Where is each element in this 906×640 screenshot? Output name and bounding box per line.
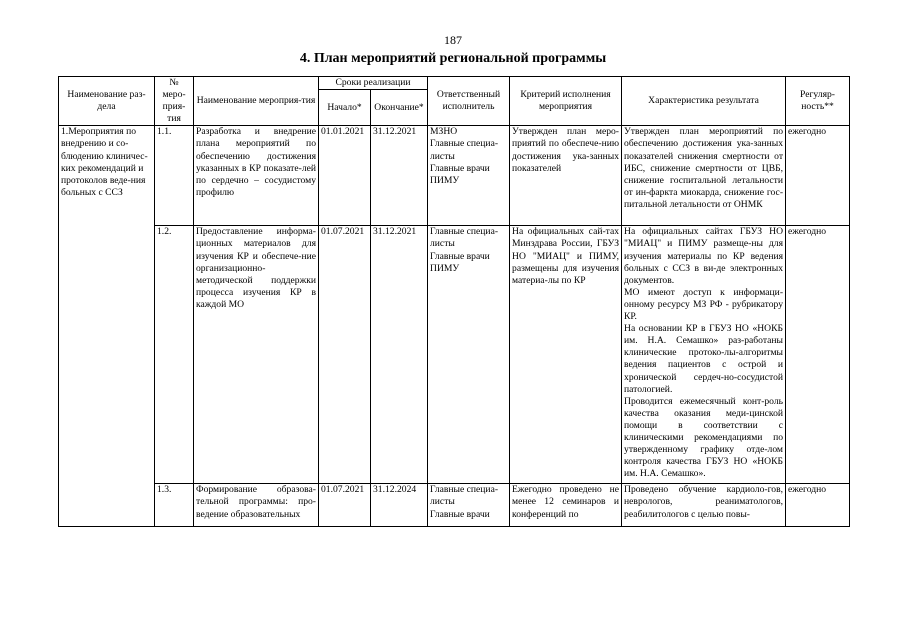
- responsible-line: Главные специа-листы: [430, 138, 499, 162]
- row-result: [622, 226, 786, 484]
- page-number: 187: [444, 33, 462, 47]
- row-number: 1.1.: [155, 126, 194, 226]
- result-paragraph: Утвержден план мероприятий по обеспечению достижения ука-занных показателей снижения смертности от ИБС, снижение смертности от ЦВБ, снижение госпитальной летальности от ин-фаркта миокарда, снижение гос-питальной летальности от ОНМК: [624, 126, 784, 210]
- cell-content: 01.07.2021: [321, 484, 365, 496]
- cell-content: Ежегодно проведено не менее 12 семинаров и конференций по: [512, 484, 620, 520]
- cell-content: [430, 484, 507, 526]
- row-regularity: ежегодно: [786, 126, 850, 226]
- page-title: 4. План мероприятий региональной программы: [299, 51, 607, 66]
- header-deadlines: Сроки реализации: [319, 77, 428, 90]
- row-result: [622, 126, 786, 226]
- responsible-line: Главные врачи ПИМУ: [430, 162, 490, 186]
- row-number: 1.2.: [155, 226, 194, 484]
- cell-content: Формирование образова-тельной программы: про-ведение образовательных: [196, 484, 316, 520]
- result-paragraph: На основании КР в ГБУЗ НО «НОКБ им. Н.А. Семашко» раз-работаны клинические протоко-лы-алгоритмы ведения пациентов с острой и хронической сердеч-но-сосудистой патологией.: [624, 323, 784, 395]
- row-end: 31.12.2021: [371, 126, 428, 226]
- responsible-line: МЗНО: [430, 126, 458, 138]
- result-paragraph: МО имеют доступ к информаци-онному ресурсу МЗ РФ - рубрикатору КР.: [624, 286, 784, 323]
- row-end: [371, 484, 428, 527]
- header-start: Начало*: [319, 90, 371, 126]
- header-activity: Наименование мероприя-тия: [194, 77, 319, 126]
- cell-content: ежегодно: [788, 484, 827, 496]
- row-end: 31.12.2021: [371, 226, 428, 484]
- cell-content: 31.12.2024: [373, 484, 417, 496]
- header-result: Характеристика результата: [622, 77, 786, 126]
- row-activity: Предоставление информа-ционных материалов для изучения КР и обеспече-ние организационно-методической поддержки процесса изучения КР в каждой МО: [194, 226, 319, 484]
- responsible-line: Главные врачи ПИМУ: [430, 250, 490, 274]
- header-criterion: Критерий исполнения мероприятия: [510, 77, 622, 126]
- table-row: [59, 126, 850, 226]
- result-paragraph: Проведено обучение кардиоло-гов, неврологов, реаниматологов, реабилитологов с целью повы-: [624, 484, 784, 520]
- cell-content: 1.3.: [157, 484, 172, 496]
- plan-table: [58, 76, 850, 527]
- responsible-line: Главные врачи: [430, 508, 490, 520]
- result-paragraph: Проводится ежемесячный конт-роль качества оказания меди-цинской помощи в соответствии с клиническими рекомендациями по утвержденному графику отде-лом контроля качества ГБУЗ НО «НОКБ им. Н.А. Семашко».: [624, 395, 784, 480]
- result-paragraph: На официальных сайтах ГБУЗ НО "МИАЦ" и ПИМУ размеще-ны для изучения материалы по КР ведения больных с ССЗ в ви-де электронных документов.: [624, 226, 784, 286]
- header-regularity: Регуляр-ность**: [786, 77, 850, 126]
- section-cell: 1.Мероприятия по внедрению и со-блюдению клиничес-ких рекомендаций и протоколов веде-ния больных с ССЗ: [59, 126, 155, 527]
- row-criterion: На официальных сай-тах Минздрава России, ГБУЗ НО "МИАЦ" и ПИМУ, размещены для изучения материа-лы по КР: [510, 226, 622, 484]
- row-responsible: [428, 126, 510, 226]
- row-criterion: Утвержден план меро-приятий по обеспече-нию достижения ука-занных показателей: [510, 126, 622, 226]
- row-responsible: [428, 226, 510, 484]
- row-number: [155, 484, 194, 527]
- table-row: [59, 226, 850, 484]
- row-result: [622, 484, 786, 527]
- header-section: Наименование раз-дела: [59, 77, 155, 126]
- row-activity: Разработка и внедрение плана мероприятий по обеспечению достижения указанных в КР показате-лей по сердечно – сосудистому профилю: [194, 126, 319, 226]
- responsible-line: Главные специа-листы: [430, 226, 499, 250]
- row-regularity: ежегодно: [786, 226, 850, 484]
- cell-content: [624, 484, 783, 526]
- header-end: Окончание*: [371, 90, 428, 126]
- row-criterion: [510, 484, 622, 527]
- responsible-line: Главные специа-листы: [430, 484, 499, 508]
- row-start: 01.01.2021: [319, 126, 371, 226]
- header-responsible: Ответственный исполнитель: [428, 77, 510, 126]
- row-start: 01.07.2021: [319, 226, 371, 484]
- table-row: [59, 484, 850, 527]
- header-number: № меро-прия-тия: [155, 77, 194, 126]
- row-regularity: [786, 484, 850, 527]
- row-activity: [194, 484, 319, 527]
- row-responsible: [428, 484, 510, 527]
- row-start: [319, 484, 371, 527]
